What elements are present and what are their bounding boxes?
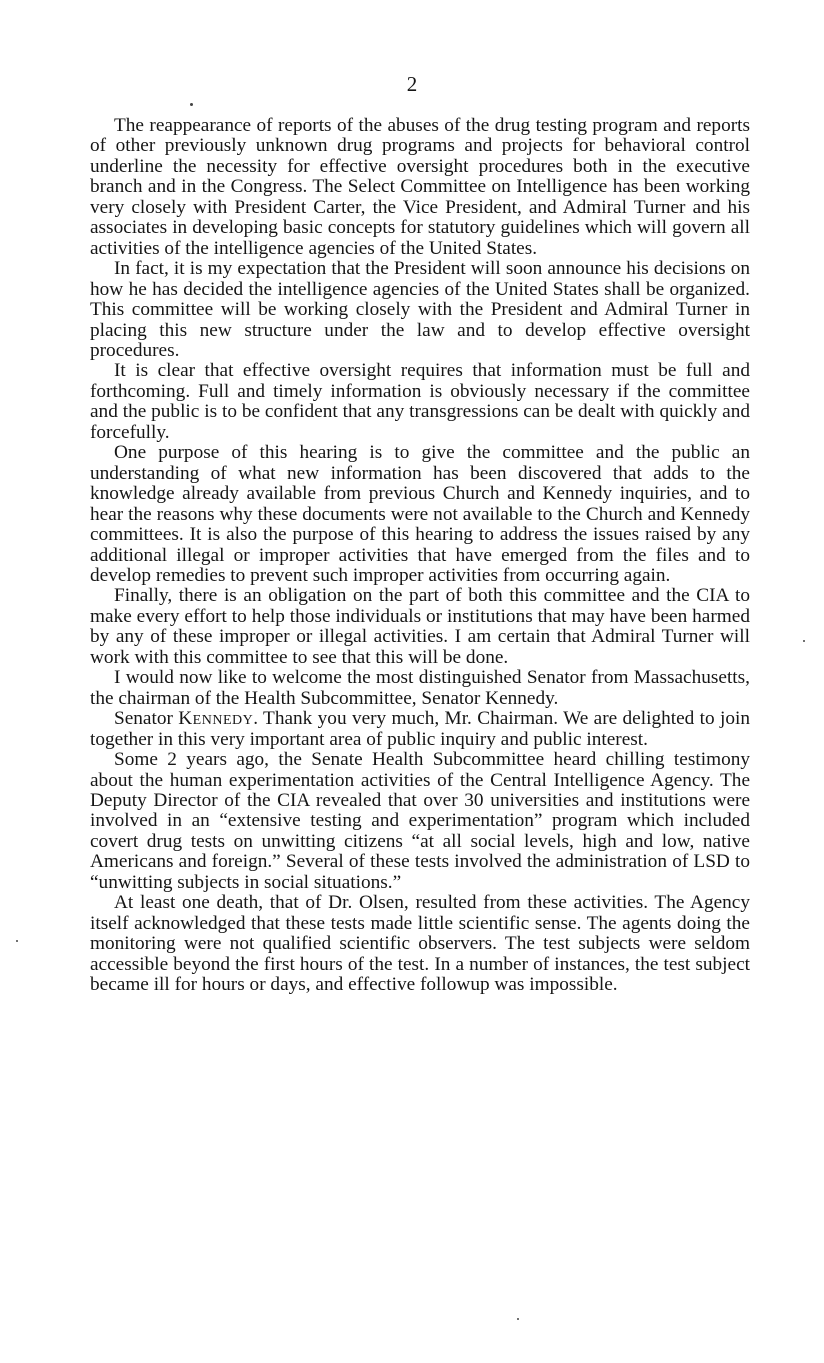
speaker-prefix: Senator xyxy=(114,708,179,730)
paragraph: Some 2 years ago, the Senate Health Subcommittee heard chilling testimony about the human experimentation activities of the Central Intelligence Agency. The Deputy Director of the CIA revealed that over 30 universities and institutions were involved in an “extensive testing and experimentation” program which included covert drug tests on unwitting citizens “at all social levels, high and low, native Americans and foreign.” Several of these tests involved the administration of LSD to “unwitting subjects in social situations.” xyxy=(90,749,750,893)
scan-speck xyxy=(190,103,193,106)
page-number: 2 xyxy=(406,72,418,96)
scan-speck xyxy=(803,640,805,642)
paragraph: It is clear that effective oversight requires that information must be full and forthcoming. Full and timely information is obviously necessary if the committee and the public is to be confident that any transgressions can be dealt with quickly and forcefully. xyxy=(90,360,750,443)
paragraph: In fact, it is my expectation that the President will soon announce his decisions on how he has decided the intelligence agencies of the United States shall be organized. This committee will be working closely with the President and Admiral Turner in placing this new structure under the law and to develop effective oversight procedures. xyxy=(90,258,750,361)
body-text xyxy=(90,116,750,995)
scan-speck xyxy=(16,940,18,942)
speaker-statement: . Thank you very much, Mr. Chairman. We are delighted to join together in this very important area of public inquiry and public interest. xyxy=(90,708,750,750)
scan-speck xyxy=(517,1318,519,1320)
paragraph: The reappearance of reports of the abuses of the drug testing program and reports of other previously unknown drug programs and projects for behavioral control underline the necessity for effective oversight procedures both in the executive branch and in the Congress. The Select Committee on Intelligence has been working very closely with President Carter, the Vice President, and Admiral Turner and his associates in developing basic concepts for statutory guidelines which will govern all activities of the intelligence agencies of the United States. xyxy=(90,115,750,259)
paragraph: One purpose of this hearing is to give the committee and the public an understanding of what new information has been discovered that adds to the knowledge already available from previous Church and Kennedy inquiries, and to hear the reasons why these documents were not available to the Church and Kennedy committees. It is also the purpose of this hearing to address the issues raised by any additional illegal or improper activities that have emerged from the files and to develop remedies to prevent such improper activities from occurring again. xyxy=(90,442,750,586)
paragraph: At least one death, that of Dr. Olsen, resulted from these activities. The Agency itself acknowledged that these tests made little scientific sense. The agents doing the monitoring were not qualified scientific observers. The test subjects were seldom accessible beyond the first hours of the test. In a number of instances, the test subject became ill for hours or days, and effective followup was impossible. xyxy=(90,892,750,996)
paragraph xyxy=(90,709,750,750)
paragraph: I would now like to welcome the most distinguished Senator from Massachusetts, the chairman of the Health Subcommittee, Senator Kennedy. xyxy=(90,667,750,709)
paragraph: Finally, there is an obligation on the part of both this committee and the CIA to make every effort to help those individuals or institutions that may have been harmed by any of these improper or illegal activities. I am certain that Admiral Turner will work with this committee to see that this will be done. xyxy=(90,585,750,668)
speaker-name: Kennedy xyxy=(178,708,254,730)
